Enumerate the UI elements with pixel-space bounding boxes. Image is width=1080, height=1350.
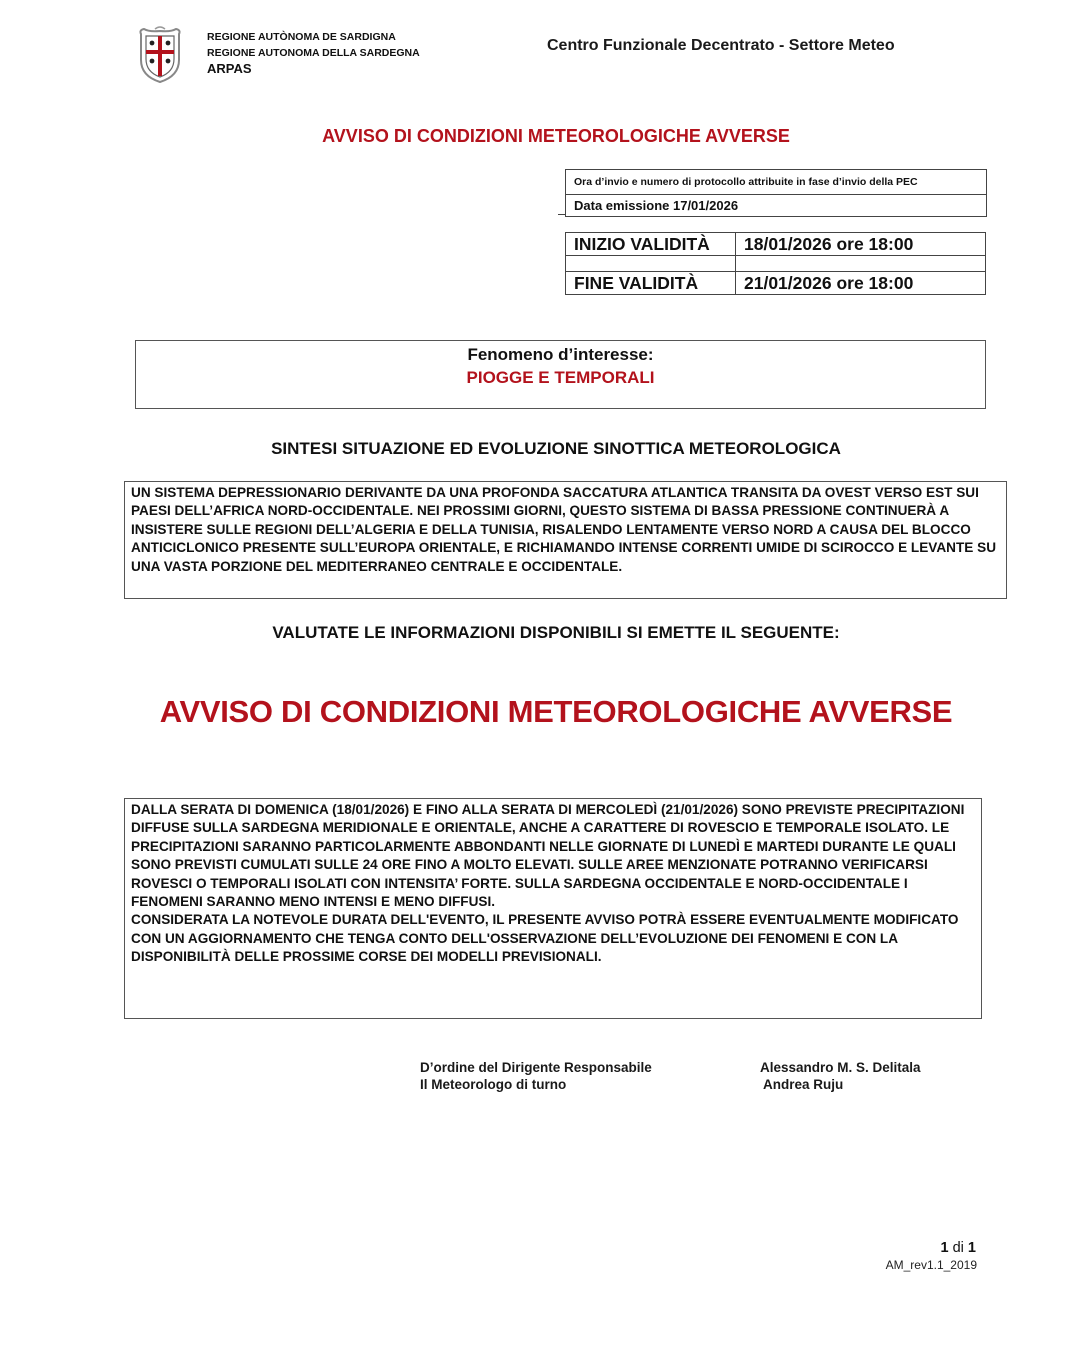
phenomenon-box <box>135 340 986 409</box>
divider <box>558 214 566 215</box>
department-title: Centro Funzionale Decentrato - Settore Meteo <box>547 37 895 54</box>
validity-end-label: FINE VALIDITÀ <box>566 272 736 295</box>
synoptic-title: SINTESI SITUAZIONE ED EVOLUZIONE SINOTTICA METEOROLOGICA <box>271 439 841 458</box>
phenomenon-label: Fenomeno d’interesse: <box>467 345 654 364</box>
evaluation-statement: VALUTATE LE INFORMAZIONI DISPONIBILI SI EMETTE IL SEGUENTE: <box>272 623 840 642</box>
signature-name-2: Andrea Ruju <box>763 1077 844 1092</box>
pec-note: Ora d’invio e numero di protocollo attribuite in fase d’invio della PEC <box>566 170 986 195</box>
organization-block <box>207 30 420 77</box>
org-name-italian: REGIONE AUTONOMA DELLA SARDEGNA <box>207 46 420 59</box>
warning-title: AVVISO DI CONDIZIONI METEOROLOGICHE AVVERSE <box>159 694 953 729</box>
emission-date: Data emissione 17/01/2026 <box>574 198 739 213</box>
page-number <box>0 1240 976 1256</box>
page-total: 1 <box>967 1240 976 1256</box>
synoptic-text: UN SISTEMA DEPRESSIONARIO DERIVANTE DA UNA PROFONDA SACCATURA ATLANTICA TRANSITA DA OVEST VERSO EST SUI PAESI DELL’AFRICA NORD-OCCIDENTALE. NEI PROSSIMI GIORNI, QUESTO SISTEMA DI BASSA PRESSIONE CONTINUERÀ A INSISTERE SULLE REGIONI DELL’ALGERIA E DELLA TUNISIA, RISALENDO LENTAMENTE VERSO NORD A CAUSA DEL BLOCCO ANTICICLONICO PRESENTE SULL’EUROPA ORIENTALE, E RICHIAMANDO INTENSE CORRENTI UMIDE DI SCIROCCO E LEVANTE SU UNA VASTA PORZIONE DEL MEDITERRANEO CENTRALE E OCCIDENTALE. <box>131 485 997 574</box>
validity-spacer-row <box>566 256 986 272</box>
validity-end-value: 21/01/2026 ore 18:00 <box>736 272 986 295</box>
revision-code: AM_rev1.1_2019 <box>885 1258 977 1272</box>
validity-start-label: INIZIO VALIDITÀ <box>566 233 736 256</box>
page-separator: di <box>948 1240 968 1256</box>
validity-end-row <box>566 272 986 295</box>
sardinia-coat-of-arms-icon <box>135 26 185 84</box>
signature-name-1: Alessandro M. S. Delitala <box>760 1060 921 1075</box>
validity-start-value: 18/01/2026 ore 18:00 <box>736 233 986 256</box>
signature-roles <box>420 1059 652 1093</box>
warning-paragraph-1: DALLA SERATA DI DOMENICA (18/01/2026) E FINO ALLA SERATA DI MERCOLEDÌ (21/01/2026) SONO PREVISTE PRECIPITAZIONI DIFFUSE SULLA SARDEGNA MERIDIONALE E ORIENTALE, ANCHE A CARATTERE DI ROVESCIO E TEMPORALE ISOLATO. LE PRECIPITAZIONI SARANNO PARTICOLARMENTE ABBONDANTI NELLE GIORNATE DI LUNEDÌ E MARTEDI DURANTE LE QUALI SONO PREVISTI CUMULATI SULLE 24 ORE FINO A MOLTO ELEVATI. SULLE AREE MENZIONATE POTRANNO VERIFICARSI ROVESCI O TEMPORALI ISOLATI CON INTENSITA’ FORTE. SULLA SARDEGNA OCCIDENTALE E NORD-OCCIDENTALE I FENOMENI SARANNO MENO INTENSI E MENO DIFFUSI. <box>131 802 965 910</box>
warning-paragraph-2: CONSIDERATA LA NOTEVOLE DURATA DELL'EVENTO, IL PRESENTE AVVISO POTRÀ ESSERE EVENTUALMENTE MODIFICATO CON UN AGGIORNAMENTO CHE TENGA CONTO DELL'OSSERVAZIONE DELL’EVOLUZIONE DEI FENOMENI E CON LA DISPONIBILITÀ DELLE PROSSIME CORSE DEI MODELLI PREVISIONALI. <box>131 912 959 965</box>
warning-text-box <box>124 798 982 1019</box>
phenomenon-value: PIOGGE E TEMPORALI <box>466 368 655 387</box>
validity-table <box>565 232 986 295</box>
signature-names <box>760 1059 921 1093</box>
synoptic-text-box <box>124 481 1007 599</box>
agency-name: ARPAS <box>207 61 252 76</box>
pec-info-box <box>565 169 987 217</box>
page-current: 1 <box>940 1240 949 1256</box>
validity-start-row <box>566 233 986 256</box>
document-title: AVVISO DI CONDIZIONI METEOROLOGICHE AVVERSE <box>322 126 790 146</box>
signature-role-1: D’ordine del Dirigente Responsabile <box>420 1060 652 1075</box>
signature-role-2: Il Meteorologo di turno <box>420 1077 567 1092</box>
org-name-sardinian: REGIONE AUTÒNOMA DE SARDIGNA <box>207 31 396 43</box>
